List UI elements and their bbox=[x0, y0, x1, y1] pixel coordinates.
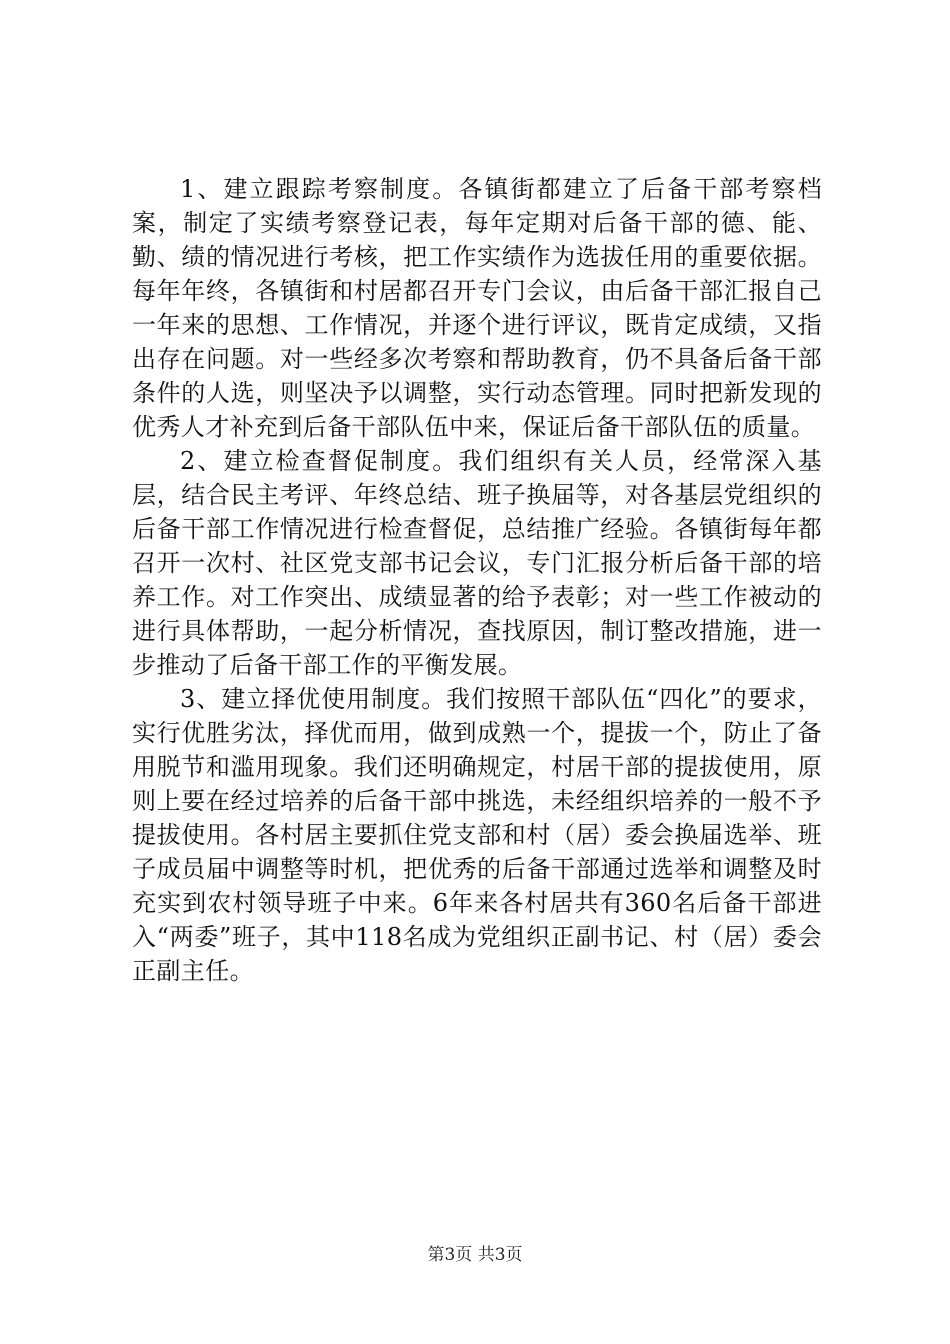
page-footer: 第3页 共3页 bbox=[427, 1245, 523, 1265]
paragraph-inspection-supervision: 2、建立检查督促制度。我们组织有关人员，经常深入基层，结合民主考评、年终总结、班子换届等，对各基层党组织的后备干部工作情况进行检查督促，总结推广经验。各镇街每年都召开一次村、社区党支部书记会议，专门汇报分析后备干部的培养工作。对工作突出、成绩显著的给予表彰；对一些工作被动的进行具体帮助，一起分析情况，查找原因，制订整改措施，进一步推动了后备干部工作的平衡发展。 bbox=[132, 447, 822, 679]
document-body bbox=[132, 172, 822, 988]
paragraph-merit-selection: 3、建立择优使用制度。我们按照干部队伍“四化”的要求，实行优胜劣汰，择优而用，做到成熟一个，提拔一个，防止了备用脱节和滥用现象。我们还明确规定，村居干部的提拔使用，原则上要在经过培养的后备干部中挑选，未经组织培养的一般不予提拔使用。各村居主要抓住党支部和村（居）委会换届选举、班子成员届中调整等时机，把优秀的后备干部通过选举和调整及时充实到农村领导班子中来。6年来各村居共有360名后备干部进入“两委”班子，其中118名成为党组织正副书记、村（居）委会正副主任。 bbox=[132, 685, 822, 985]
paragraph-tracking-inspection: 1、建立跟踪考察制度。各镇街都建立了后备干部考察档案，制定了实绩考察登记表，每年定期对后备干部的德、能、勤、绩的情况进行考核，把工作实绩作为选拔任用的重要依据。每年年终，各镇街和村居都召开专门会议，由后备干部汇报自己一年来的思想、工作情况，并逐个进行评议，既肯定成绩，又指出存在问题。对一些经多次考察和帮助教育，仍不具备后备干部条件的人选，则坚决予以调整，实行动态管理。同时把新发现的优秀人才补充到后备干部队伍中来，保证后备干部队伍的质量。 bbox=[132, 175, 822, 441]
